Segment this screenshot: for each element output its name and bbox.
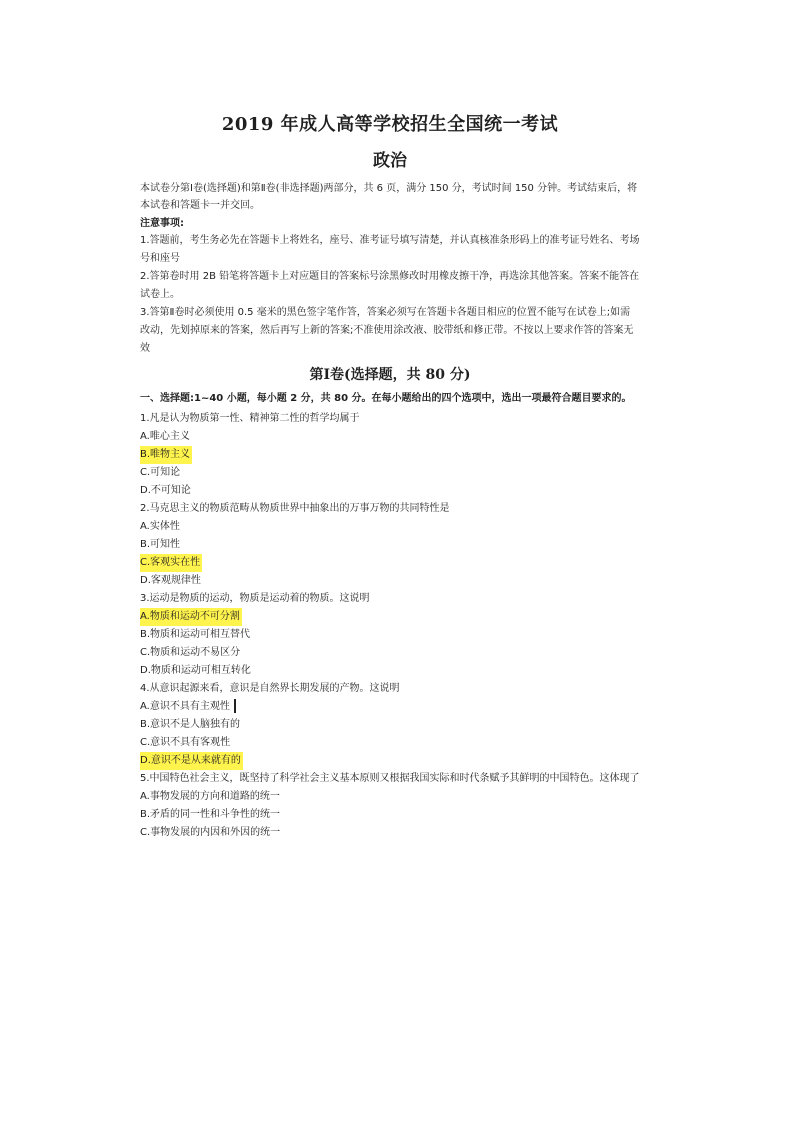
- option-text: B.物质和运动可相互替代: [140, 629, 251, 640]
- question-2: [140, 500, 640, 590]
- option-text: B.意识不是人脑独有的: [140, 719, 241, 730]
- option-d: [140, 482, 640, 500]
- option-text: C.意识不具有客观性: [140, 737, 231, 748]
- option-a: [140, 428, 640, 446]
- option-b: [140, 536, 640, 554]
- exam-title: 2019 年成人高等学校招生全国统一考试: [221, 114, 559, 135]
- option-text: D.物质和运动可相互转化: [140, 665, 251, 676]
- exam-subject: 政治: [373, 151, 407, 171]
- option-text: A.事物发展的方向和道路的统一: [140, 791, 280, 802]
- option-text: C.可知论: [140, 467, 181, 478]
- option-text: B.可知性: [140, 539, 181, 550]
- question-5: [140, 770, 640, 842]
- option-text: C.物质和运动不易区分: [140, 647, 241, 658]
- option-c: [140, 734, 640, 752]
- question-stem: 1.凡是认为物质第一性、精神第二性的哲学均属于: [140, 413, 360, 424]
- question-stem: 2.马克思主义的物质范畴从物质世界中抽象出的万事万物的共同特性是: [140, 503, 450, 514]
- question-stem: [140, 680, 640, 698]
- question-4: [140, 680, 640, 770]
- pen-mark: [234, 699, 236, 713]
- option-text: B.矛盾的同一性和斗争性的统一: [140, 809, 281, 820]
- option-text: A.实体性: [140, 521, 180, 532]
- option-text: D.意识不是从来就有的: [140, 752, 243, 770]
- option-d: [140, 572, 640, 590]
- option-a: [140, 788, 640, 806]
- notes-heading: 注意事项:: [140, 218, 184, 229]
- option-a: [140, 698, 640, 716]
- option-text: A.意识不具有主观性: [140, 701, 230, 712]
- option-d-highlighted: [140, 752, 640, 770]
- option-c: [140, 464, 640, 482]
- option-text: D.客观规律性: [140, 575, 201, 586]
- option-text: D.不可知论: [140, 485, 191, 496]
- note-item: 2.答第卷时用 2B 铅笔将答题卡上对应题目的答案标号涂黑修改时用橡皮擦干净，再选涂其他答案。答案不能答在试卷上。: [140, 271, 640, 300]
- option-text: C.客观实在性: [140, 554, 202, 572]
- option-c: [140, 644, 640, 662]
- option-c: [140, 824, 640, 842]
- question-3: [140, 590, 640, 680]
- option-text: B.唯物主义: [140, 446, 192, 464]
- option-text: C.事物发展的内因和外因的统一: [140, 827, 281, 838]
- option-a-highlighted: [140, 608, 640, 626]
- exam-content: [140, 108, 640, 842]
- option-b: [140, 806, 640, 824]
- question-stem: 5.中国特色社会主义，既坚持了科学社会主义基本原则又根据我国实际和时代条赋予其鲜明的中国特色。这体现了: [140, 773, 640, 784]
- option-c-highlighted: [140, 554, 640, 572]
- question-stem: 3.运动是物质的运动，物质是运动着的物质。这说明: [140, 593, 370, 604]
- option-d: [140, 662, 640, 680]
- option-text: A.唯心主义: [140, 431, 190, 442]
- section-instruction: 一、选择题:1~40 小题，每小题 2 分，共 80 分。在每小题给出的四个选项中，选出一项最符合题目要求的。: [140, 393, 632, 404]
- option-b: [140, 626, 640, 644]
- stem-text: 4.从意识起源来看，意识是自然界长期发展的产物。这说明: [140, 683, 400, 694]
- option-b-highlighted: [140, 446, 640, 464]
- option-b: [140, 716, 640, 734]
- option-text: A.物质和运动不可分割: [140, 608, 242, 626]
- question-1: [140, 410, 640, 500]
- note-item: 3.答第Ⅱ卷时必须使用 0.5 毫米的黑色签字笔作答，答案必须写在答题卡各题目相应的位置不能写在试卷上;如需改动，先划掉原来的答案，然后再写上新的答案;不准使用涂改液、胶带纸和修正带。不按以上要求作答的答案无效: [140, 307, 634, 354]
- exam-intro: 本试卷分第Ⅰ卷(选择题)和第Ⅱ卷(非选择题)两部分，共 6 页，满分 150 分，考试时间 150 分钟。考试结束后，将本试卷和答题卡一并交回。: [140, 183, 638, 211]
- section-title: 第Ⅰ卷(选择题，共 80 分): [309, 367, 471, 383]
- note-item: 1.答题前，考生务必先在答题卡上将姓名，座号、准考证号填写清楚，并认真核准条形码上的准考证号姓名、考场号和座号: [140, 235, 640, 264]
- option-a: [140, 518, 640, 536]
